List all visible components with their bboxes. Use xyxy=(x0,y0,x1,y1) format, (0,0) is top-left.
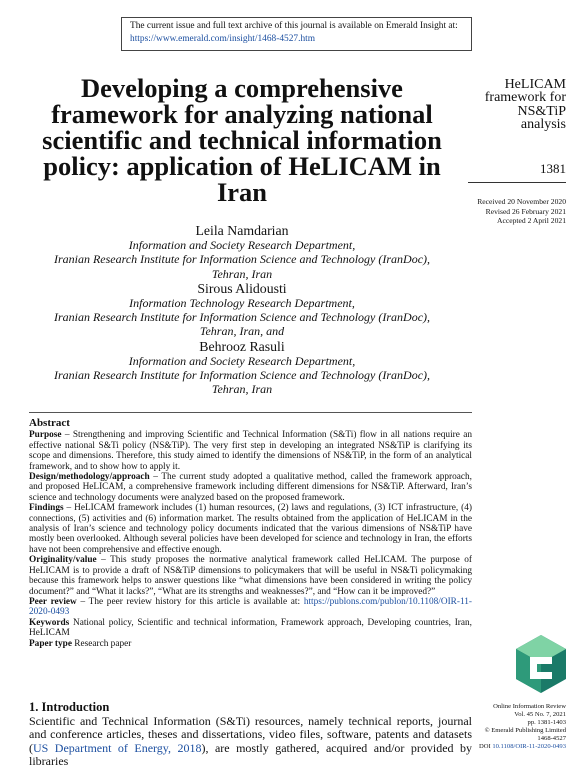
journal-name: Online Information Review xyxy=(493,703,566,710)
design-label: Design/methodology/approach xyxy=(29,472,150,483)
author-block xyxy=(30,223,454,397)
author-affiliation xyxy=(30,354,454,397)
journal-pages: pp. 1381-1403 xyxy=(527,718,566,726)
affiliation-line: Tehran, Iran xyxy=(211,382,273,397)
findings-label: Findings xyxy=(29,503,64,514)
author-name: Sirous Alidousti xyxy=(197,280,287,296)
paper-type-text: Research paper xyxy=(71,638,132,649)
affiliation-line: Tehran, Iran xyxy=(211,266,273,281)
date-received: Received 20 November 2020 xyxy=(477,197,566,206)
journal-volume: Vol. 45 No. 7, 2021 xyxy=(514,710,566,718)
abstract-heading: Abstract xyxy=(29,417,70,429)
author-name: Leila Namdarian xyxy=(195,223,289,238)
paper-type-label: Paper type xyxy=(29,638,72,649)
affiliation-line: Information and Society Research Department, xyxy=(128,353,356,368)
introduction-paragraph xyxy=(29,715,472,769)
journal-issn: 1468-4527 xyxy=(537,734,566,742)
page-number: 1381 xyxy=(540,161,566,176)
sidebar-divider xyxy=(468,182,566,183)
article-title: Developing a comprehensive framework for analyzing national scientific and technical information policy: application of HeLICAM in Iran xyxy=(42,73,442,207)
access-note: The current issue and full text archive of this journal is available on Emerald Insight at: xyxy=(130,21,458,31)
journal-info xyxy=(456,703,566,750)
journal-doi xyxy=(456,743,566,751)
originality-label: Originality/value xyxy=(29,555,97,566)
design-text: – The current study adopted a qualitative method, called the framework approach, and proposed HeLICAM, a comprehensive framework including different dimensions for NS&TiP. Afterward, Iran’s science and technology documents were analyzed based on the proposed framework. xyxy=(29,472,472,503)
doi-link[interactable]: 10.1108/OIR-11-2020-0493 xyxy=(492,742,566,750)
paper-type xyxy=(29,639,472,649)
author-affiliation xyxy=(30,296,454,339)
peer-review-label: Peer review xyxy=(29,596,77,607)
purpose-label: Purpose xyxy=(29,430,62,441)
running-title-line: analysis xyxy=(520,117,566,133)
abstract-section xyxy=(29,418,472,649)
affiliation-line: Tehran, Iran, and xyxy=(199,324,285,339)
journal-copyright: © Emerald Publishing Limited xyxy=(484,726,566,734)
affiliation-line: Information and Society Research Department, xyxy=(128,238,356,252)
abstract-design xyxy=(29,472,472,503)
date-revised: Revised 26 February 2021 xyxy=(485,206,566,216)
affiliation-line: Iranian Research Institute for Information Science and Technology (IranDoc), xyxy=(53,252,431,267)
author-name: Behrooz Rasuli xyxy=(199,338,285,354)
article-dates xyxy=(446,197,566,226)
journal-url-link[interactable]: https://www.emerald.com/insight/1468-4527.htm xyxy=(130,34,316,44)
findings-text: – HeLICAM framework includes (1) human resources, (2) laws and regulations, (3) ICT infrastructure, (4) connections, (5) activities and (6) information market. The results obtained from the application of HeLICAM in the analysis of Iran’s science and technology policy documents indicated that the various dimensions of NS&TiP have mostly been overlooked. Although several policies have been developed for science and technology in Iran, the efforts have not been comprehensive and effective enough. xyxy=(29,503,472,555)
affiliation-line: Information Technology Research Department, xyxy=(129,295,355,310)
introduction-heading: 1. Introduction xyxy=(29,700,110,714)
keywords-label: Keywords xyxy=(29,617,70,628)
peer-review-link[interactable]: https://publons.com/publon/10.1108/OIR-11-2020-0493 xyxy=(29,596,473,618)
running-title-line: HeLICAM xyxy=(504,77,566,92)
running-title-line: framework for xyxy=(484,90,566,106)
abstract-originality xyxy=(29,555,472,597)
intro-text: Scientific and Technical Information (S&Ti) resources, namely technical reports, journal and conference articles, theses and dissertations, video files, software, patents and datasets ( xyxy=(29,713,472,755)
affiliation-line: Iranian Research Institute for Information Science and Technology (IranDoc), xyxy=(53,310,431,325)
originality-text: – This study proposes the normative analytical framework called HeLICAM. The purpose of HeLICAM is to provide a draft of NS&TiP dimensions to policymakers that will be useful in NS&Ti policymaking because this framework helps to answer questions like “what dimensions have been considered in writing the policy document?” and “What it lacks?”, “What are its strengths and weaknesses?”, and “How can it be improved?” xyxy=(29,555,472,597)
running-title-line: NS&TiP xyxy=(517,103,566,119)
emerald-logo-icon xyxy=(516,635,566,693)
abstract-peer-review xyxy=(29,597,472,618)
abstract-divider xyxy=(29,412,472,413)
introduction-section xyxy=(29,701,472,769)
date-accepted: Accepted 2 April 2021 xyxy=(497,216,566,225)
intro-text: ), are mostly gathered, acquired and/or provided by libraries xyxy=(29,740,472,769)
access-notice-box xyxy=(121,17,472,51)
doi-label: DOI xyxy=(478,742,493,750)
abstract-findings xyxy=(29,503,472,555)
abstract-purpose xyxy=(29,430,472,472)
running-title xyxy=(456,78,566,132)
keywords-text: National policy, Scientific and technical information, Framework approach, Developing countries, Iran, HeLICAM xyxy=(29,617,472,639)
purpose-text: – Strengthening and improving Scientific and Technical Information (S&Ti) flow in all nations require an effective national S&Ti policy (NS&TiP). The very first step in developing an integrated NS&TiP is clarifying its scope and dimensions. Therefore, this study aimed to identify the dimensions of NS&TiP, in the form of an analytical framework, and to show how to apply it. xyxy=(29,430,472,472)
citation-link[interactable]: US Department of Energy, 2018 xyxy=(33,740,202,755)
author-affiliation xyxy=(30,238,454,281)
keywords xyxy=(29,618,472,639)
affiliation-line: Iranian Research Institute for Information Science and Technology (IranDoc), xyxy=(53,368,431,383)
peer-review-text: – The peer review history for this article is available at: xyxy=(76,596,304,607)
